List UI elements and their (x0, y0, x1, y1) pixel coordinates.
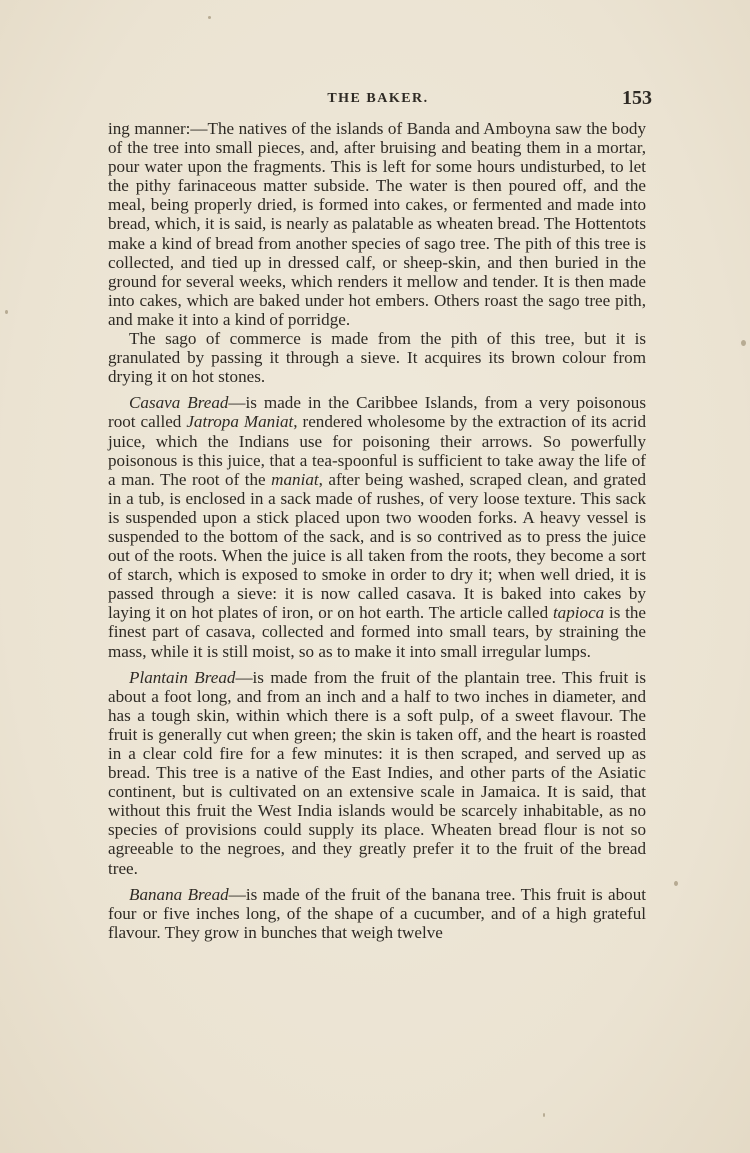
paragraph-banana-bread (108, 885, 646, 942)
term-banana-bread: Banana Bread (129, 884, 229, 904)
paragraph-sago-preparation: ing manner:—The natives of the islands of Banda and Amboyna saw the body of the tree into small pieces, and, after bruising and beating them in a mortar, pour water upon the fragments. This is left for some hours undisturbed, to let the pithy farinaceous matter subside. The water is then poured off, and the meal, being properly dried, is formed into cakes, or fermented and made into bread, which, it is said, is nearly as palatable as wheaten bread. The Hottentots make a kind of bread from another species of sago tree. The pith of this tree is collected, and tied up in dressed calf, or sheep-skin, and then buried in the ground for several weeks, which renders it mellow and tender. It is then made into cakes, which are baked under hot embers. Others roast the sago tree pith, and make it into a kind of porridge. (108, 119, 646, 329)
page-number: 153 (622, 87, 652, 109)
paper-speck (208, 16, 211, 19)
casava-text-1: —is made in the Caribbee Islands, from a very poisonous root called (108, 393, 646, 432)
paragraph-sago-commerce: The sago of commerce is made from the pith of this tree, but it is granulated by passing it through a sieve. It acquires its brown colour from drying it on hot stones. (108, 329, 646, 387)
term-jatropa-maniat: Jatropa Maniat (186, 412, 294, 432)
casava-text-4: is the finest part of casava, collected and formed into small tears, by straining the mass, while it is still moist, so as to make it into small irregular lumps. (108, 603, 646, 661)
banana-text: —is made of the fruit of the banana tree. This fruit is about four or five inches long, of the shape of a cucumber, and of a high grateful flavour. They grow in bunches that weigh twelve (108, 884, 646, 942)
paper-speck (674, 881, 678, 886)
running-head: THE BAKER. (327, 91, 429, 106)
term-casava-bread: Casava Bread (129, 393, 229, 413)
plantain-text: —is made from the fruit of the plantain tree. This fruit is about a foot long, and from an inch and a half to two inches in diameter, and has a tough skin, within which there is a soft pulp, of a sweet flavour. The fruit is generally cut when green; the skin is taken off, and the heart is roasted in a clear cold fire for a few minutes: it is then scraped, and served up as bread. This tree is a native of the East Indies, and other parts of the Asiatic continent, but is cultivated on an extensive scale in Jamaica. It is said, that without this fruit the West India islands would be scarcely inhabitable, as no species of provisions could supply its place. Wheaten bread flour is not so agreeable to the negroes, and they greatly prefer it to the fruit of the bread tree. (108, 667, 647, 878)
term-tapioca: tapioca (552, 603, 605, 623)
casava-text-2: , rendered wholesome by the extraction of its acrid juice, which the Indians use for poisoning their arrows. So powerfully poisonous is this juice, that a tea-spoonful is sufficient to take away the life of a man. The root of the (108, 412, 647, 489)
term-plantain-bread: Plantain Bread (129, 667, 236, 687)
page-header (108, 87, 652, 111)
term-maniat: maniat (271, 469, 319, 489)
paper-speck (5, 310, 8, 314)
paper-speck (741, 340, 746, 346)
paragraph-casava-bread (108, 393, 646, 660)
casava-text-3: , after being washed, scraped clean, and grated in a tub, is enclosed in a sack made of rushes, of very loose texture. This sack is suspended upon a stick placed upon two wooden forks. A heavy vessel is suspended to the bottom of the sack, and is so contrived as to press the juice out of the roots. When the juice is all taken from the roots, they become a sort of starch, which is exposed to smoke in order to dry it; when well dried, it is passed through a sieve: it is now called casava. It is baked into cakes by laying it on hot plates of iron, or on hot earth. The article called (108, 469, 647, 623)
paragraph-plantain-bread (108, 668, 646, 878)
paper-speck (543, 1113, 545, 1117)
body-text (108, 119, 646, 942)
